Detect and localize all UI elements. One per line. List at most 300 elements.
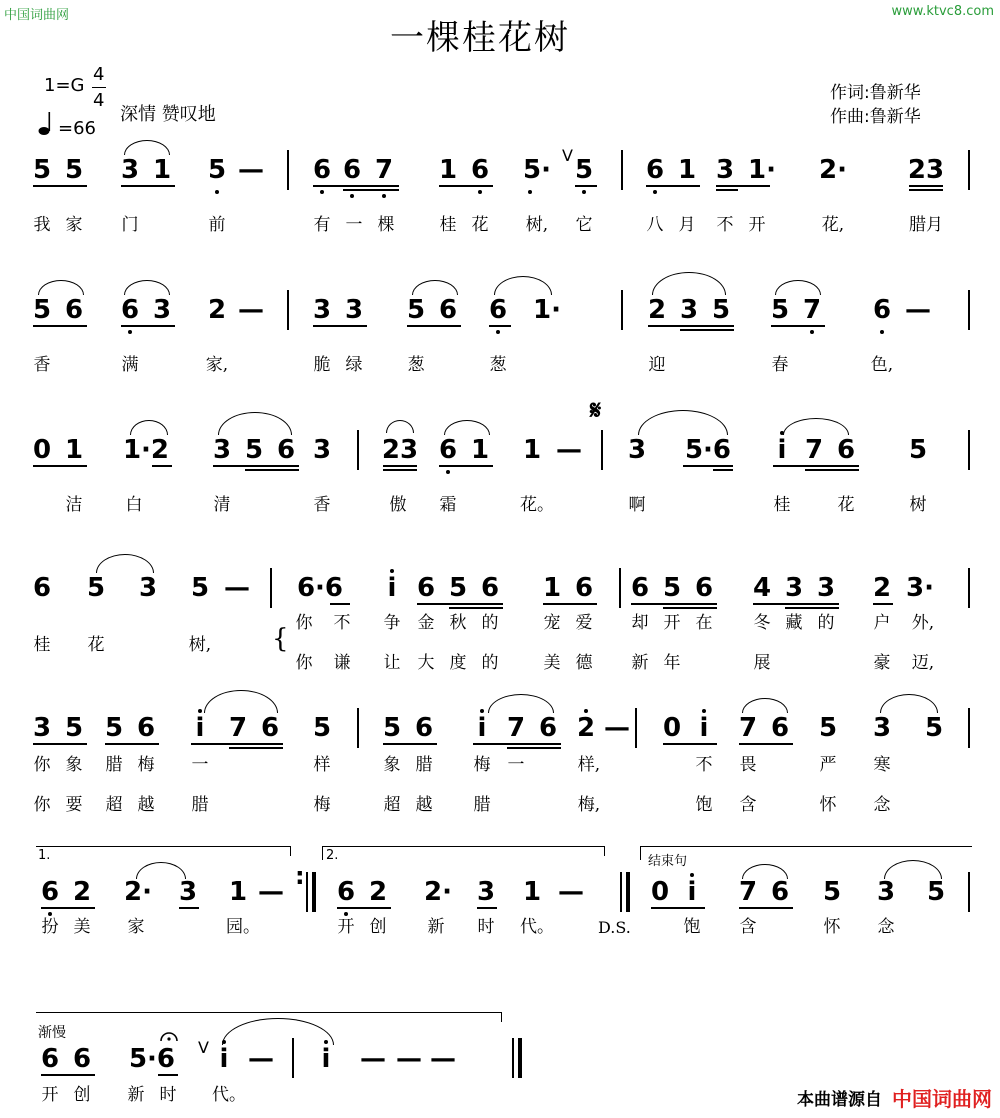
note: 6 xyxy=(342,155,362,185)
lyric: 扮 xyxy=(41,917,59,937)
underline-beam xyxy=(191,743,283,745)
repeat-dots-icon: : xyxy=(295,862,305,890)
underline-beam xyxy=(739,743,793,745)
note: 1· xyxy=(533,295,561,325)
note: 7 xyxy=(374,155,394,185)
lyric-verse1: 争 xyxy=(383,613,401,633)
slur xyxy=(783,418,849,435)
lyric: 香 xyxy=(313,495,331,515)
note: 6 xyxy=(872,295,892,325)
slur xyxy=(775,280,821,295)
underline-beam xyxy=(805,469,859,471)
note: 5 xyxy=(86,573,106,603)
note: 6·6 xyxy=(296,573,344,603)
lyric-verse1: 一 xyxy=(507,755,525,775)
lyric-verse1: 样 xyxy=(313,755,331,775)
note: 2· xyxy=(124,877,152,907)
lyric-verse2: 让 xyxy=(383,653,401,673)
note: 7 xyxy=(228,713,248,743)
lyric-verse2: 大 xyxy=(417,653,435,673)
fermata-icon xyxy=(160,1030,178,1046)
barline xyxy=(357,430,359,470)
note: 2 xyxy=(207,295,227,325)
lyric: 绿 xyxy=(345,355,363,375)
expression-mark: 深情 赞叹地 xyxy=(120,104,216,125)
lyric: 前 xyxy=(208,215,226,235)
lyric-verse1: 你 xyxy=(33,755,51,775)
note: 3 xyxy=(876,877,896,907)
lyric: 树, xyxy=(525,215,549,235)
volta-2-label: 2. xyxy=(326,848,339,863)
note: 6 xyxy=(836,435,856,465)
lyric-verse1: 宠 xyxy=(543,613,561,633)
dash: — xyxy=(360,1044,386,1074)
lyric: 创 xyxy=(369,917,387,937)
lyric-verse2: 年 xyxy=(663,653,681,673)
lyric: 洁 xyxy=(65,495,83,515)
low-octave-dot xyxy=(528,190,532,194)
underline-beam xyxy=(33,743,87,745)
note: 6 xyxy=(438,295,458,325)
lyric-verse2: 豪 xyxy=(873,653,891,673)
lyric: 啊 xyxy=(628,495,646,515)
underline-beam xyxy=(121,185,175,187)
lyric-verse1: 畏 xyxy=(739,755,757,775)
note: 5 xyxy=(818,713,838,743)
composer: 作曲:鲁新华 xyxy=(830,107,921,127)
underline-beam xyxy=(873,603,893,605)
lyric-verse1: 户 xyxy=(873,613,891,633)
lyric: 桂 xyxy=(773,495,791,515)
note: i xyxy=(777,435,787,465)
note: 5·6 xyxy=(684,435,732,465)
lyric: 树 xyxy=(909,495,927,515)
lyric-verse1: 爱 xyxy=(575,613,593,633)
lyric-verse1: 的 xyxy=(817,613,835,633)
note: 1 xyxy=(64,435,84,465)
note: 2 xyxy=(368,877,388,907)
note: 3 xyxy=(312,435,332,465)
lyric-verse1: 梅 xyxy=(137,755,155,775)
ending-label: 结束句 xyxy=(648,854,688,869)
note: 3 xyxy=(212,435,232,465)
barline xyxy=(621,290,623,330)
note: 6 xyxy=(40,1044,60,1074)
underline-beam xyxy=(663,743,717,745)
lyric: 色, xyxy=(870,355,894,375)
note: 1 xyxy=(542,573,562,603)
underline-beam xyxy=(330,603,350,605)
barline xyxy=(968,290,970,330)
note: 3 xyxy=(312,295,332,325)
barline xyxy=(968,568,970,608)
barline xyxy=(968,872,970,912)
high-octave-dot xyxy=(390,569,394,573)
lyric: 白 xyxy=(125,495,143,515)
note: 7 xyxy=(506,713,526,743)
lyric-verse1: 金 xyxy=(417,613,435,633)
underline-beam xyxy=(158,1074,178,1076)
underline-beam xyxy=(543,603,597,605)
lyric: 一 xyxy=(345,215,363,235)
note: 6 xyxy=(276,435,296,465)
slur xyxy=(222,1018,334,1045)
watermark-right: www.ktvc8.com xyxy=(891,4,994,19)
low-octave-dot xyxy=(382,194,386,198)
lyric: 满 xyxy=(121,355,139,375)
lyric-verse1: 象 xyxy=(65,755,83,775)
lyric: 代。 xyxy=(212,1085,246,1105)
lyric: 棵 xyxy=(377,215,395,235)
underline-beam xyxy=(41,907,95,909)
note: 6 xyxy=(312,155,332,185)
note: i xyxy=(387,573,397,603)
slur xyxy=(124,280,170,295)
lyric-verse1: 却 xyxy=(631,613,649,633)
high-octave-dot xyxy=(780,431,784,435)
lyric-verse2: 饱 xyxy=(695,795,713,815)
time-signature-top: 4 xyxy=(93,64,105,85)
lyric-verse2: 怀 xyxy=(819,795,837,815)
dash: — xyxy=(238,295,264,325)
underline-beam xyxy=(680,329,734,331)
lyric: 美 xyxy=(73,917,91,937)
low-octave-dot xyxy=(880,330,884,334)
note: 5 xyxy=(190,573,210,603)
lyric: 迎 xyxy=(648,355,666,375)
verse-brace: { xyxy=(272,624,289,654)
dash: — xyxy=(396,1044,422,1074)
note: 6 xyxy=(438,435,458,465)
volta-bracket-1 xyxy=(36,846,290,847)
slur xyxy=(38,280,84,295)
lyric: 不 xyxy=(716,215,734,235)
note: 5 xyxy=(406,295,426,325)
underline-beam xyxy=(383,469,417,471)
note: 3 xyxy=(816,573,836,603)
barline-final xyxy=(518,1038,522,1078)
lyric: 香 xyxy=(33,355,51,375)
slur xyxy=(488,694,554,713)
underline-beam xyxy=(229,747,283,749)
footer-site-link[interactable]: 中国词曲网 xyxy=(892,1087,992,1111)
ritardando-line xyxy=(36,1012,502,1013)
lyric: 家 xyxy=(127,917,145,937)
watermark-left: 中国词曲网 xyxy=(4,8,70,23)
barline xyxy=(619,568,621,608)
note: 2 xyxy=(72,877,92,907)
underline-beam xyxy=(739,907,793,909)
note: 6 xyxy=(630,573,650,603)
underline-beam xyxy=(651,907,705,909)
underline-beam xyxy=(313,325,367,327)
lyric: 开 xyxy=(41,1085,59,1105)
note: 6 xyxy=(694,573,714,603)
lyric: 饱 xyxy=(683,917,701,937)
lyric: 腊月 xyxy=(909,215,943,235)
note: i xyxy=(195,713,205,743)
note: 1 xyxy=(438,155,458,185)
lyric-verse2: 的 xyxy=(481,653,499,673)
slur xyxy=(130,420,168,435)
lyric: 脆 xyxy=(313,355,331,375)
barline xyxy=(601,430,603,470)
lyric-verse2: 要 xyxy=(65,795,83,815)
lyric: 念 xyxy=(877,917,895,937)
slur xyxy=(742,698,788,713)
underline-beam xyxy=(909,189,943,191)
underline-beam xyxy=(407,325,461,327)
underline-beam xyxy=(683,465,733,467)
dash: — xyxy=(556,435,582,465)
underline-beam xyxy=(753,603,839,605)
lyric: 花 xyxy=(471,215,489,235)
barline xyxy=(635,708,637,748)
barline xyxy=(287,290,289,330)
lyric: 霜 xyxy=(439,495,457,515)
lyric: 创 xyxy=(73,1085,91,1105)
lyric: 花 xyxy=(837,495,855,515)
slur xyxy=(494,276,552,295)
underline-beam xyxy=(245,469,299,471)
note: 6 xyxy=(414,713,434,743)
lyric: 我 xyxy=(33,215,51,235)
note: i xyxy=(477,713,487,743)
lyric: 新 xyxy=(427,917,445,937)
lyric: 花 xyxy=(87,635,105,655)
dash: — xyxy=(604,713,630,743)
slur xyxy=(96,554,154,573)
segno-icon: 𝄋 xyxy=(590,396,602,426)
underline-beam xyxy=(473,743,561,745)
note: 6 xyxy=(770,877,790,907)
note: 5 xyxy=(770,295,790,325)
lyric-verse2: 新 xyxy=(631,653,649,673)
lyric-verse2: 迈, xyxy=(911,653,935,673)
lyric: 时 xyxy=(159,1085,177,1105)
lyric-verse2: 德 xyxy=(575,653,593,673)
ritardando-label: 渐慢 xyxy=(38,1025,66,1041)
lyric-verse1: 冬 xyxy=(753,613,771,633)
volta-1-label: 1. xyxy=(38,848,51,863)
high-octave-dot xyxy=(198,709,202,713)
note: 23 xyxy=(907,155,945,185)
underline-beam xyxy=(716,185,770,187)
underline-beam xyxy=(213,465,299,467)
lyric: 月 xyxy=(678,215,696,235)
lyric-verse1: 严 xyxy=(819,755,837,775)
lyric-verse2: 超 xyxy=(383,795,401,815)
lyric-verse1: 寒 xyxy=(873,755,891,775)
lyric-verse1: 在 xyxy=(695,613,713,633)
underline-beam xyxy=(773,465,859,467)
lyricist: 作词:鲁新华 xyxy=(830,83,921,103)
note: 5 xyxy=(64,155,84,185)
volta-bracket-2-start xyxy=(322,846,323,860)
lyric: 花, xyxy=(821,215,845,235)
note: i xyxy=(687,877,697,907)
slur xyxy=(124,140,170,155)
lyric: 怀 xyxy=(823,917,841,937)
underline-beam xyxy=(152,465,172,467)
barline-thick xyxy=(312,872,316,912)
low-octave-dot xyxy=(128,330,132,334)
underline-beam xyxy=(313,185,399,187)
note: 6 xyxy=(136,713,156,743)
note: 6 xyxy=(64,295,84,325)
underline-beam xyxy=(417,603,503,605)
low-octave-dot xyxy=(446,470,450,474)
breath-mark: V xyxy=(562,146,573,165)
note: 5 xyxy=(711,295,731,325)
slur xyxy=(386,420,414,433)
lyric-verse2: 你 xyxy=(33,795,51,815)
note: 6 xyxy=(574,573,594,603)
lyric-verse2: 度 xyxy=(449,653,467,673)
underline-beam xyxy=(41,1074,95,1076)
lyric: 桂 xyxy=(439,215,457,235)
note: 2· xyxy=(424,877,452,907)
note: 7 xyxy=(738,713,758,743)
lyric-verse2: 你 xyxy=(295,653,313,673)
note: 3· xyxy=(906,573,934,603)
dal-segno-mark: D.S. xyxy=(598,918,631,937)
quarter-note-icon xyxy=(38,112,54,140)
barline xyxy=(968,150,970,190)
lyric-verse2: 梅 xyxy=(313,795,331,815)
note: 2· xyxy=(819,155,847,185)
underline-beam xyxy=(33,465,87,467)
underline-beam xyxy=(646,185,700,187)
note: 3 xyxy=(32,713,52,743)
note: 6 xyxy=(120,295,140,325)
barline xyxy=(968,708,970,748)
note: 7 xyxy=(738,877,758,907)
note: 5 xyxy=(64,713,84,743)
low-octave-dot xyxy=(215,190,219,194)
note: 6 xyxy=(260,713,280,743)
slur xyxy=(204,690,278,713)
low-octave-dot xyxy=(350,194,354,198)
lyric: 树, xyxy=(188,635,212,655)
note: 1· xyxy=(748,155,776,185)
dash: — xyxy=(558,877,584,907)
lyric-verse1: 腊 xyxy=(415,755,433,775)
underline-beam xyxy=(716,189,738,191)
lyric: 桂 xyxy=(33,635,51,655)
note: 5 xyxy=(382,713,402,743)
footer-source-label: 本曲谱源自 xyxy=(797,1090,882,1110)
note: 5· xyxy=(523,155,551,185)
slur xyxy=(218,412,292,435)
underline-beam xyxy=(179,907,199,909)
lyric-verse1: 你 xyxy=(295,613,313,633)
high-octave-dot xyxy=(702,709,706,713)
slur xyxy=(638,410,728,435)
note: 6 xyxy=(470,155,490,185)
note: 3 xyxy=(476,877,496,907)
note: 6 xyxy=(538,713,558,743)
dash: — xyxy=(430,1044,456,1074)
lyric-verse2: 念 xyxy=(873,795,891,815)
barline xyxy=(287,150,289,190)
lyric-verse1: 腊 xyxy=(105,755,123,775)
barline xyxy=(292,1038,294,1078)
note: 6 xyxy=(32,573,52,603)
note: 5 xyxy=(32,295,52,325)
time-signature-bottom: 4 xyxy=(93,90,105,111)
lyric: 有 xyxy=(313,215,331,235)
ending-bracket xyxy=(640,846,972,847)
lyric: 花。 xyxy=(520,495,554,515)
note: 1 xyxy=(522,435,542,465)
note: 5·6 xyxy=(128,1044,176,1074)
note: 5 xyxy=(822,877,842,907)
barline xyxy=(512,1038,514,1078)
dash: — xyxy=(224,573,250,603)
note: 5 xyxy=(207,155,227,185)
note: 7 xyxy=(804,435,824,465)
low-octave-dot xyxy=(582,190,586,194)
dash: — xyxy=(248,1044,274,1074)
lyric: 家 xyxy=(65,215,83,235)
key-signature: 1=G xyxy=(44,75,85,96)
underline-beam xyxy=(648,325,734,327)
underline-beam xyxy=(507,747,561,749)
note: 0 xyxy=(32,435,52,465)
underline-beam xyxy=(105,743,159,745)
underline-beam xyxy=(383,465,417,467)
underline-beam xyxy=(439,465,493,467)
lyric-verse2: 超 xyxy=(105,795,123,815)
dash: — xyxy=(238,155,264,185)
lyric-verse1: 开 xyxy=(663,613,681,633)
note: 3 xyxy=(178,877,198,907)
note: 2 xyxy=(576,713,596,743)
underline-beam xyxy=(909,185,943,187)
note: 5 xyxy=(32,155,52,185)
note: 4 xyxy=(752,573,772,603)
lyric-verse2: 腊 xyxy=(191,795,209,815)
note: 6 xyxy=(40,877,60,907)
underline-beam xyxy=(337,907,391,909)
note: 3 xyxy=(138,573,158,603)
lyric: 它 xyxy=(575,215,593,235)
lyric-verse1: 象 xyxy=(383,755,401,775)
note: 3 xyxy=(715,155,735,185)
note: 5 xyxy=(662,573,682,603)
lyric-verse2: 展 xyxy=(753,653,771,673)
note: 6 xyxy=(645,155,665,185)
note: 1·2 xyxy=(122,435,170,465)
note: 5 xyxy=(908,435,928,465)
note: 7 xyxy=(802,295,822,325)
high-octave-dot xyxy=(324,1040,328,1044)
note: 1 xyxy=(470,435,490,465)
note: 0 xyxy=(662,713,682,743)
lyric: 门 xyxy=(121,215,139,235)
note: 5 xyxy=(448,573,468,603)
note: 1 xyxy=(228,877,248,907)
lyric: 清 xyxy=(213,495,231,515)
note: 1 xyxy=(677,155,697,185)
lyric-verse1: 秋 xyxy=(449,613,467,633)
lyric-verse2: 越 xyxy=(415,795,433,815)
note: 3 xyxy=(344,295,364,325)
lyric: 葱 xyxy=(489,355,507,375)
barline xyxy=(968,430,970,470)
note: 5 xyxy=(924,713,944,743)
